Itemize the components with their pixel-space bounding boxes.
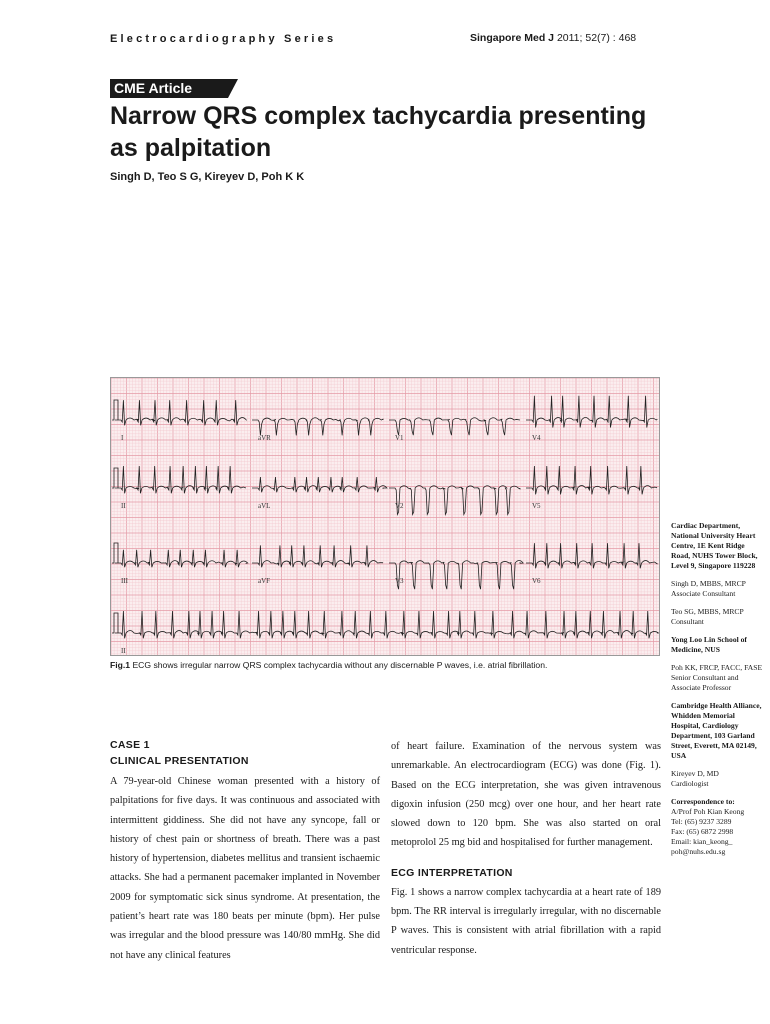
ecg-tracing — [111, 378, 659, 655]
lead-label: III — [121, 577, 128, 585]
lead-label: II — [121, 502, 126, 510]
correspondence-name: A/Prof Poh Kian Keong — [671, 807, 745, 816]
lead-label: V5 — [532, 502, 541, 510]
lead-label: V1 — [395, 434, 404, 442]
case-heading: CASE 1 — [110, 739, 150, 751]
correspondence-email: Email: kian_keong_ poh@nuhs.edu.sg — [671, 837, 733, 856]
author-poh-role: Senior Consultant and Associate Professor — [671, 673, 739, 692]
figure-caption-text: ECG shows irregular narrow QRS complex tachycardia without any discernable P waves, i.e. atrial fibrillation. — [132, 660, 548, 670]
figure-label: Fig.1 — [110, 660, 131, 670]
series-header: Electrocardiography Series — [110, 33, 337, 45]
ecg-figure — [110, 377, 660, 656]
clinical-presentation-paragraph: A 79-year-old Chinese woman presented with a history of palpitations for five days. It was continuous and associated with intermittent giddiness. She did not have any syncope, fall or history of chest pain or shortness of breath. There was a past history of hypertension, diabetes mellitus and transient ischaemic attacks. She had a permanent pacemaker implanted in November 2009 for symptomatic sick sinus syndrome. At presentation, the patient’s heart rate was 180 beats per minute (bpm). Her pulse was irregular and the blood pressure was 140/80 mmHg. She did not have any clinical features — [110, 776, 380, 961]
lead-label: I — [121, 434, 124, 442]
affiliation-nus: Yong Loo Lin School of Medicine, NUS — [671, 635, 747, 654]
lead-label: aVR — [258, 434, 271, 442]
clinical-presentation-heading: CLINICAL PRESENTATION — [110, 755, 249, 767]
correspondence-tel: Tel: (65) 9237 3289 — [671, 817, 732, 826]
figure-caption — [110, 660, 660, 670]
ecg-interpretation-paragraph: Fig. 1 shows a narrow complex tachycardia at a heart rate of 189 bpm. The RR interval is irregularly irregular, with no discernable P waves. This is consistent with atrial fibrillation with a rapid ventricular response. — [391, 886, 661, 956]
correspondence-label: Correspondence to: — [671, 797, 735, 806]
lead-label: II — [121, 647, 126, 655]
author-singh: Singh D, MBBS, MRCP — [671, 579, 746, 588]
correspondence-fax: Fax: (65) 6872 2998 — [671, 827, 734, 836]
author-teo-role: Consultant — [671, 617, 704, 626]
lead-label: V6 — [532, 577, 541, 585]
affiliation-nuhc: Cardiac Department, National University Heart Centre, 1E Kent Ridge Road, NUHS Tower Block, Level 9, Singapore 119228 — [671, 521, 758, 570]
author-kireyev-role: Cardiologist — [671, 779, 709, 788]
lead-label: V3 — [395, 577, 404, 585]
lead-label: V4 — [532, 434, 541, 442]
author-kireyev: Kireyev D, MD — [671, 769, 719, 778]
clinical-presentation-continued: of heart failure. Examination of the nervous system was unremarkable. An electrocardiogram (ECG) was done (Fig. 1). Based on the ECG interpretation, she was given intravenous digoxin infusion (250 mcg) over one hour, and her heart rate slowed down to 120 bpm. She was also started on oral metoprolol 25 mg bid and hospitalised for further management. — [391, 741, 661, 849]
journal-name: Singapore Med J — [470, 32, 555, 44]
cme-badge: CME Article — [110, 79, 228, 98]
author-affiliations — [671, 521, 763, 857]
lead-label: aVF — [258, 577, 271, 585]
author-poh: Poh KK, FRCP, FACC, FASE — [671, 663, 763, 672]
author-teo: Teo SG, MBBS, MRCP — [671, 607, 744, 616]
affiliation-cambridge: Cambridge Health Alliance, Whidden Memorial Hospital, Cardiology Department, 103 Garland Street, Everett, MA 02149, USA — [671, 701, 762, 760]
journal-citation — [470, 32, 636, 44]
lead-label: aVL — [258, 502, 271, 510]
journal-volume: 2011; 52(7) : 468 — [556, 32, 637, 44]
lead-label: V2 — [395, 502, 404, 510]
author-list: Singh D, Teo S G, Kireyev D, Poh K K — [110, 171, 305, 183]
article-title: Narrow QRS complex tachycardia presenting as palpitation — [110, 102, 647, 162]
author-singh-role: Associate Consultant — [671, 589, 736, 598]
ecg-interpretation-heading: ECG INTERPRETATION — [391, 866, 513, 879]
